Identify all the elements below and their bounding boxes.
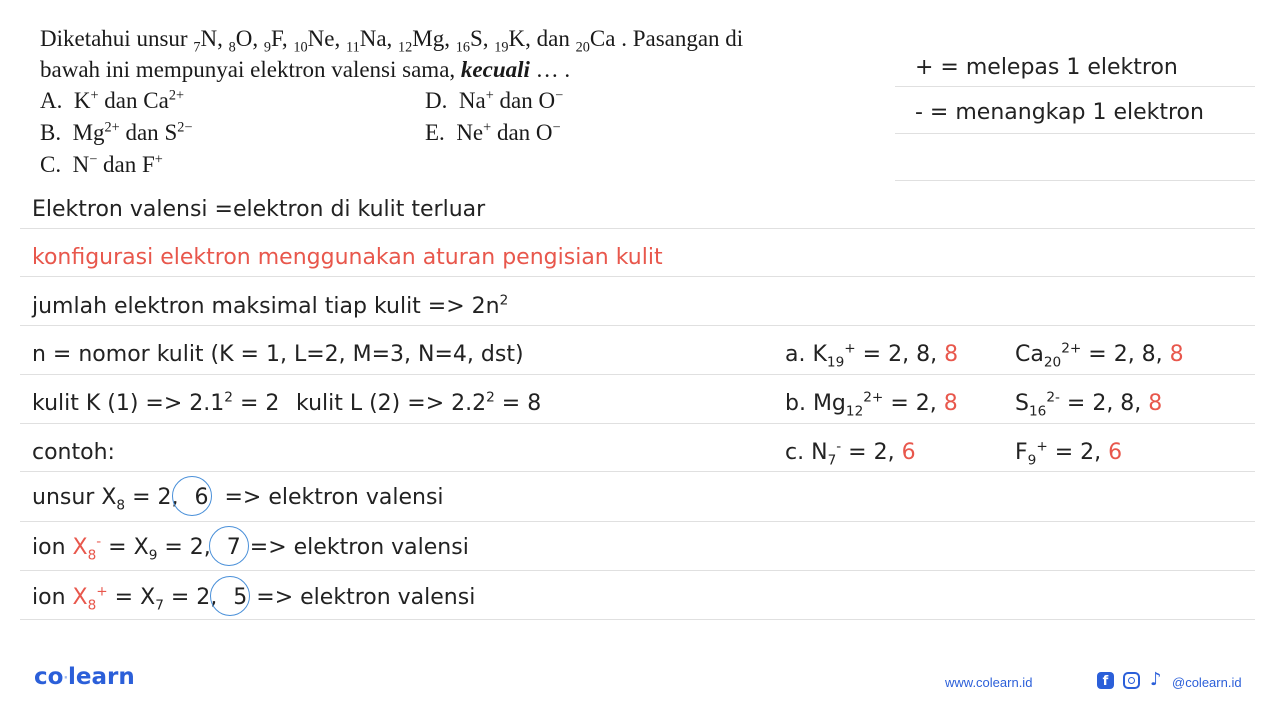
answer-charge: 2- [1046, 389, 1060, 406]
option-ion-a: Mg [61, 120, 105, 145]
answer-atomic-number: 12 [845, 403, 864, 420]
element-symbol: K [508, 26, 526, 51]
element-atomic-number: 20 [575, 39, 590, 56]
answer-symbol: F [1015, 440, 1028, 465]
legend-divider-1 [895, 86, 1255, 87]
logo-dot: · [63, 670, 68, 685]
answer-c-left [785, 438, 916, 469]
answer-symbol: K [812, 342, 827, 367]
element-symbol: Ne [307, 26, 335, 51]
answer-charge: + [844, 340, 856, 357]
option-dan: dan [493, 88, 539, 113]
social-handle[interactable]: @colearn.id [1172, 675, 1242, 690]
answer-charge: 2+ [1061, 340, 1082, 357]
element-atomic-number: 16 [455, 39, 470, 56]
ex3-mid: = 2, [163, 585, 218, 610]
example-unsur [32, 485, 444, 514]
ex2-sub: 8 [87, 547, 97, 564]
question-intro: Diketahui unsur [40, 26, 188, 51]
legend-divider-3 [895, 180, 1255, 181]
option-e [425, 120, 561, 146]
facebook-icon[interactable]: f [1097, 672, 1114, 689]
ex2-pre: ion [32, 535, 73, 560]
ex3-sup: + [96, 583, 108, 600]
answer-c-right [1015, 438, 1123, 469]
answer-config: = 2, 8, [855, 342, 945, 367]
element-symbol: N [200, 26, 218, 51]
element-list: $_7$N, $_8$O, $_9$F, $_{10}$Ne, $_{11}$Na, $_{12}$Mg, $_{16}$S, $_{19}$K, dan $_{20}$Ca [193, 26, 616, 56]
note-kulit-k [32, 391, 279, 416]
ex3-eq: = X [107, 585, 156, 610]
option-ion-a: K [62, 88, 91, 113]
answer-symbol: N [811, 440, 828, 465]
ruled-line [20, 423, 1255, 424]
option-ion-a-charge: + [483, 119, 492, 136]
ex3-end: => elektron valensi [256, 585, 476, 610]
ruled-line [20, 325, 1255, 326]
note-kulit-l [296, 391, 541, 416]
element-symbol: O [235, 26, 253, 51]
answer-atomic-number: 19 [826, 354, 845, 371]
option-c [40, 152, 163, 178]
note-kulit-k-sup: 2 [224, 389, 233, 406]
element-atomic-number: 12 [398, 39, 413, 56]
option-ion-a-charge: 2+ [104, 119, 120, 136]
ex1-mid: = 2, [125, 485, 179, 510]
answer-atomic-number: 20 [1043, 354, 1062, 371]
question-line-2 [40, 57, 570, 83]
legend-plus: + = melepas 1 elektron [915, 55, 1178, 80]
element-atomic-number: 10 [293, 39, 308, 56]
option-ion-b-charge: − [555, 87, 564, 104]
answer-atomic-number: 16 [1028, 403, 1047, 420]
ex2-value: 7 [226, 535, 241, 560]
element-symbol: Ca [589, 26, 616, 51]
answer-symbol: Ca [1015, 342, 1044, 367]
note-valensi: Elektron valensi =elektron di kulit terluar [32, 197, 486, 222]
option-ion-b: Ca [143, 88, 169, 113]
answer-atomic-number: 9 [1027, 452, 1037, 469]
answer-valence: 6 [901, 440, 916, 465]
website-link[interactable]: www.colearn.id [945, 675, 1033, 690]
element-atomic-number: 7 [193, 39, 201, 56]
answer-valence: 8 [943, 391, 958, 416]
option-ion-b: F [141, 152, 155, 177]
ex2-mid: = 2, [157, 535, 211, 560]
logo-part-a: co [34, 664, 64, 690]
example-ion-plus [32, 583, 476, 614]
option-letter: E. [425, 120, 445, 145]
instagram-icon[interactable] [1123, 672, 1140, 689]
element-symbol: S [469, 26, 483, 51]
option-dan: dan [491, 120, 536, 145]
answer-charge: 2+ [863, 389, 884, 406]
answer-config: = 2, [841, 440, 902, 465]
option-ion-a-charge: + [90, 87, 99, 104]
question-ellipsis: … . [535, 57, 571, 82]
option-ion-b-charge: − [552, 119, 561, 136]
colearn-logo [34, 664, 135, 690]
option-ion-b: O [538, 88, 556, 113]
question-line1-end: . Pasangan di [621, 26, 744, 51]
note-n-def: n = nomor kulit (K = 1, L=2, M=3, N=4, dst) [32, 342, 524, 367]
element-symbol: Na [359, 26, 387, 51]
answer-valence: 8 [1148, 391, 1163, 416]
question-kecuali: kecuali [460, 57, 530, 82]
note-kulit-l-text: kulit L (2) => 2.2 [296, 391, 487, 416]
ex2-sup: - [96, 533, 102, 550]
element-atomic-number: 8 [228, 39, 236, 56]
example-ion-minus [32, 533, 469, 564]
ex1-sub: 8 [116, 497, 126, 514]
element-symbol: Mg [412, 26, 445, 51]
question-line-1 [40, 26, 744, 56]
answer-label: c. [785, 440, 812, 465]
answer-valence: 6 [1108, 440, 1123, 465]
option-ion-b: O [535, 120, 553, 145]
ex3-sub: 8 [87, 597, 97, 614]
option-letter: C. [40, 152, 62, 177]
answer-b-right [1015, 389, 1163, 420]
option-dan: dan [119, 120, 165, 145]
option-a [40, 88, 184, 114]
note-contoh: contoh: [32, 440, 115, 465]
option-ion-a-charge: + [485, 87, 494, 104]
ex2-sub2: 9 [148, 547, 158, 564]
option-ion-a: N [61, 152, 90, 177]
answer-symbol: S [1015, 391, 1029, 416]
note-jumlah-text: jumlah elektron maksimal tiap kulit => 2n [32, 294, 500, 319]
answer-atomic-number: 7 [827, 452, 837, 469]
ex3-pre: ion [32, 585, 73, 610]
tiktok-icon[interactable]: ♪ [1150, 669, 1162, 690]
ruled-line [20, 374, 1255, 375]
note-kulit-l-end: = 8 [494, 391, 542, 416]
ex1-value: 6 [194, 485, 209, 510]
ruled-line [20, 471, 1255, 472]
answer-valence: 8 [944, 342, 959, 367]
answer-charge: - [836, 438, 842, 455]
answer-config: = 2, 8, [1081, 342, 1170, 367]
option-letter: D. [425, 88, 448, 113]
option-ion-a: Na [447, 88, 486, 113]
legend-divider-2 [895, 133, 1255, 134]
answer-symbol: Mg [812, 391, 846, 416]
answer-charge: + [1036, 438, 1048, 455]
ruled-line [20, 619, 1255, 620]
answer-label: b. [785, 391, 813, 416]
option-ion-a-charge: − [89, 151, 98, 168]
option-ion-b-charge: + [154, 151, 163, 168]
answer-a-left [785, 340, 959, 371]
ruled-line [20, 228, 1255, 229]
ex2-eq: = X [101, 535, 149, 560]
note-kulit-l-sup: 2 [486, 389, 495, 406]
highlight-circle [210, 576, 250, 616]
ruled-line [20, 276, 1255, 277]
option-dan: dan [98, 88, 144, 113]
ex1-end: => elektron valensi [217, 485, 444, 510]
answer-b-left [785, 389, 958, 420]
ex2-end: => elektron valensi [249, 535, 469, 560]
option-ion-a: Ne [444, 120, 484, 145]
logo-part-b: learn [68, 664, 135, 690]
option-letter: A. [40, 88, 63, 113]
answer-label: a. [785, 342, 813, 367]
note-kulit-k-text: kulit K (1) => 2.1 [32, 391, 225, 416]
answer-config: = 2, 8, [1059, 391, 1149, 416]
ruled-line [20, 521, 1255, 522]
element-atomic-number: 19 [494, 39, 509, 56]
ex3-value: 5 [233, 585, 248, 610]
option-letter: B. [40, 120, 62, 145]
note-jumlah [32, 294, 508, 319]
answer-config: = 2, [883, 391, 944, 416]
element-atomic-number: 9 [263, 39, 271, 56]
option-b [40, 120, 192, 146]
element-atomic-number: 11 [345, 39, 360, 56]
ruled-line [20, 570, 1255, 571]
note-kulit-k-end: = 2 [232, 391, 280, 416]
legend-minus: - = menangkap 1 elektron [915, 100, 1204, 125]
highlight-circle [209, 526, 249, 566]
highlight-circle [172, 476, 212, 516]
ex1-pre: unsur X [32, 485, 117, 510]
option-ion-b: S [164, 120, 178, 145]
note-jumlah-sup: 2 [499, 292, 509, 309]
answer-valence: 8 [1169, 342, 1184, 367]
answer-a-right [1015, 340, 1184, 371]
note-konfigurasi: konfigurasi elektron menggunakan aturan pengisian kulit [32, 245, 663, 270]
option-ion-b-charge: 2+ [168, 87, 184, 104]
ex3-red: X [72, 585, 88, 610]
option-d [425, 88, 563, 114]
question-dan: dan [530, 26, 576, 51]
ex2-red: X [72, 535, 88, 560]
element-symbol: F [270, 26, 282, 51]
ex3-sub2: 7 [155, 597, 164, 614]
answer-config: = 2, [1047, 440, 1109, 465]
option-ion-b-charge: 2− [177, 119, 193, 136]
option-dan: dan [97, 152, 142, 177]
question-line2-text: bawah ini mempunyai elektron valensi sama, [40, 57, 456, 82]
